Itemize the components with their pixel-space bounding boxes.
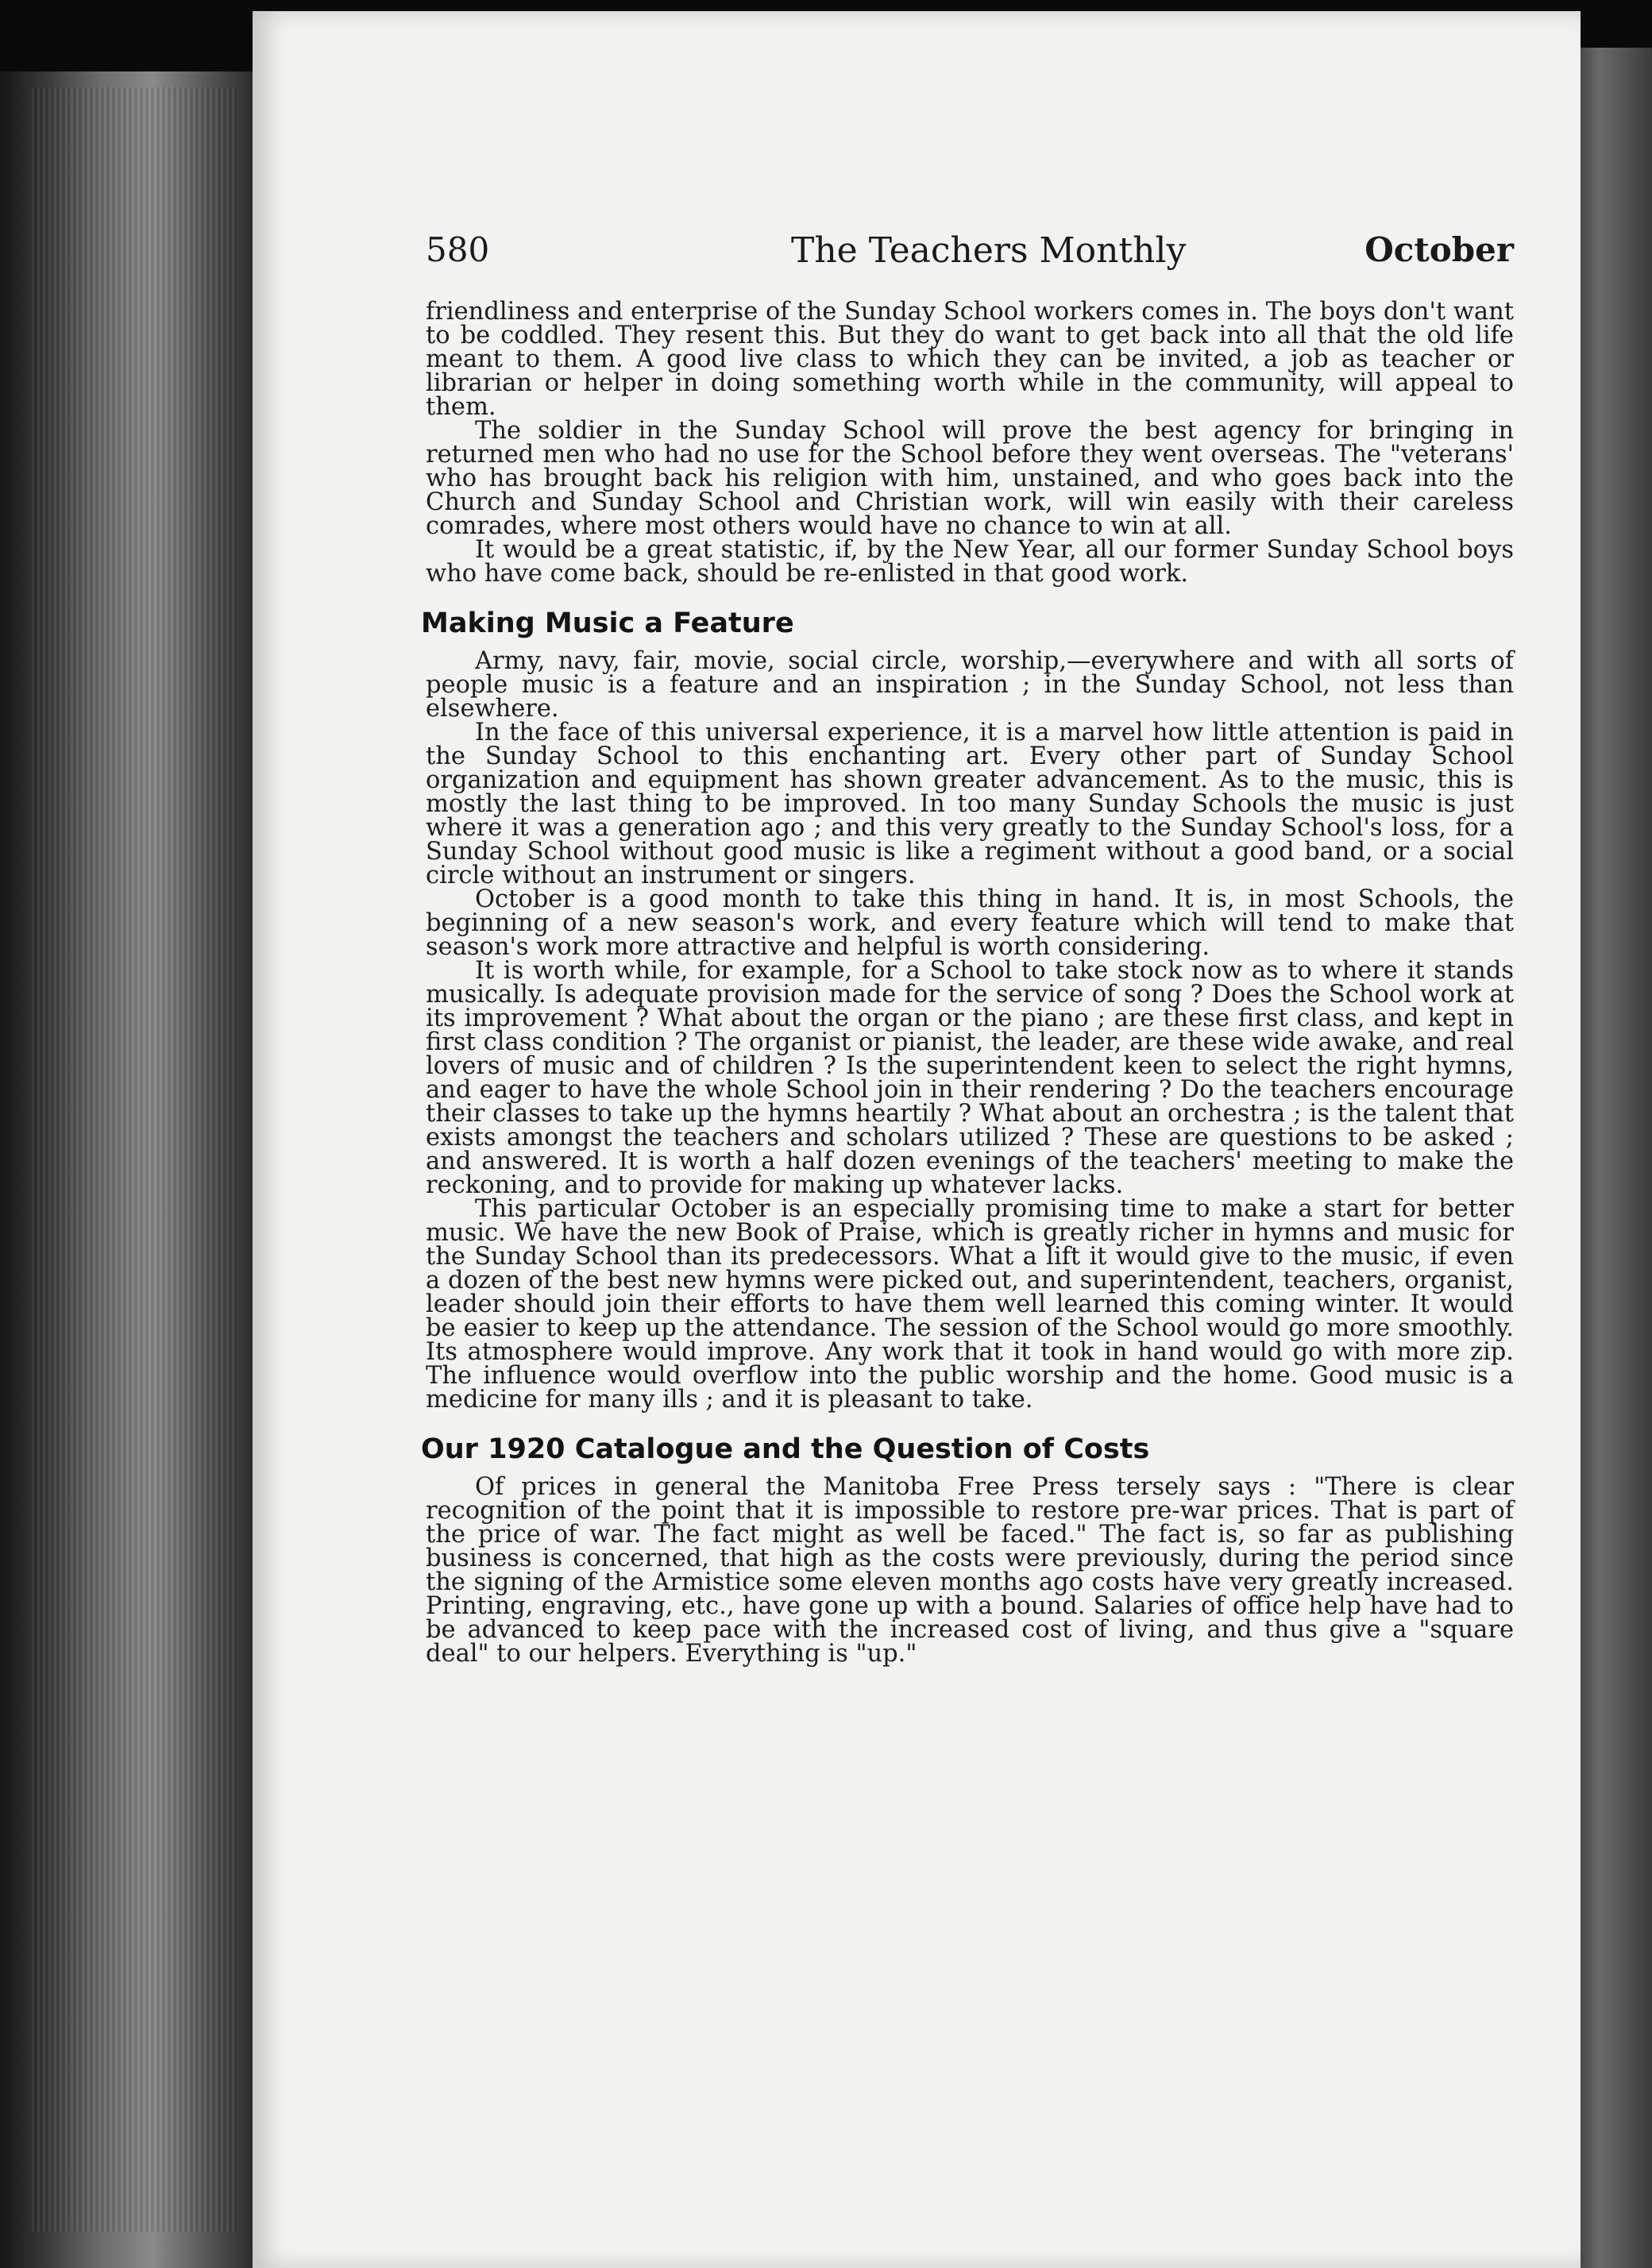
issue-month: October [1364, 230, 1514, 269]
section-returned-soldiers [426, 300, 1514, 586]
section-heading: Our 1920 Catalogue and the Question of Costs [421, 1433, 1150, 1465]
paragraph: Army, navy, fair, movie, social circle, worship,—everywhere and with all sorts of people music is a feature and an inspiration ; in the Sunday School, not less than elsewhere. [426, 647, 1514, 723]
running-title: The Teachers Monthly [791, 230, 1187, 271]
paragraph: The soldier in the Sunday School will prove the best agency for bringing in returned men who had no use for the School before they went overseas. The "veterans' who has brought back his religion with him, unstained, and who goes back into the Church and Sunday School and Christian work, will win easily with their careless comrades, where most others would have no chance to win at all. [426, 417, 1514, 540]
paragraph: In the face of this universal experience, it is a marvel how little attention is paid in the Sunday School to this enchanting art. Every other part of Sunday School organization and equipment has shown greater advancement. As to the music, this is mostly the last thing to be improved. In too many Sunday Schools the music is just where it was a generation ago ; and this very greatly to the Sunday School's loss, for a Sunday School without good music is like a regiment without a good band, or a social circle without an instrument or singers. [426, 719, 1514, 889]
paragraph: Of prices in general the Manitoba Free Press tersely says : "There is clear recognition of the point that it is impossible to restore pre-war prices. That is part of the price of war. The fact might as well be faced." The fact is, so far as publishing business is concerned, that high as the costs were previously, during the period since the signing of the Armistice some eleven months ago costs have very greatly increased. Printing, engraving, etc., have gone up with a bound. Salaries of office help have had to be advanced to keep pace with the increased cost of living, and thus give a "square deal" to our helpers. Everything is "up." [426, 1473, 1514, 1668]
paragraph: This particular October is an especially promising time to make a start for better music. We have the new Book of Praise, which is greatly richer in hymns and music for the Sunday School than its predecessors. What a lift it would give to the music, if even a dozen of the best new hymns were picked out, and superintendent, teachers, organist, leader should join their efforts to have them well learned this coming winter. It would be easier to keep up the attendance. The session of the School would go more smoothly. Its atmosphere would improve. Any work that it took in hand would go with more zip. The influence would overflow into the public worship and the home. Good music is a medicine for many ills ; and it is pleasant to take. [426, 1195, 1514, 1414]
page-body [421, 298, 1514, 1668]
page-number: 580 [426, 230, 490, 269]
book-page-edges-texture [32, 87, 238, 2231]
paragraph: October is a good month to take this thing in hand. It is, in most Schools, the beginning of a new season's work, and every feature which will tend to make that season's work more attractive and helpful is worth considering. [426, 885, 1514, 961]
section-catalogue-costs [421, 1433, 1514, 1668]
paragraph: It is worth while, for example, for a School to take stock now as to where it stands musically. Is adequate provision made for the service of song ? Does the School work at its improvement ? What about the organ or the piano ; are these first class, and kept in first class condition ? The organist or pianist, the leader, are these wide awake, and real lovers of music and of children ? Is the superintendent keen to select the right hymns, and eager to have the whole School join in their rendering ? Do the teachers encourage their classes to take up the hymns heartily ? What about an orchestra ; is the talent that exists amongst the teachers and scholars utilized ? These are questions to be asked ; and answered. It is worth a half dozen evenings of the teachers' meeting to make the reckoning, and to provide for making up whatever lacks. [426, 957, 1514, 1199]
running-header [426, 230, 1514, 286]
section-heading: Making Music a Feature [421, 608, 794, 639]
paragraph: friendliness and enterprise of the Sunday School workers comes in. The boys don't want to be coddled. They resent this. But they do want to get back into all that the old life meant to them. A good live class to which they can be invited, a job as teacher or librarian or helper in doing something worth while in the community, will appeal to them. [426, 298, 1514, 421]
paragraph: It would be a great statistic, if, by the New Year, all our former Sunday School boys who have come back, should be re-enlisted in that good work. [426, 536, 1514, 588]
section-making-music [421, 607, 1514, 1414]
